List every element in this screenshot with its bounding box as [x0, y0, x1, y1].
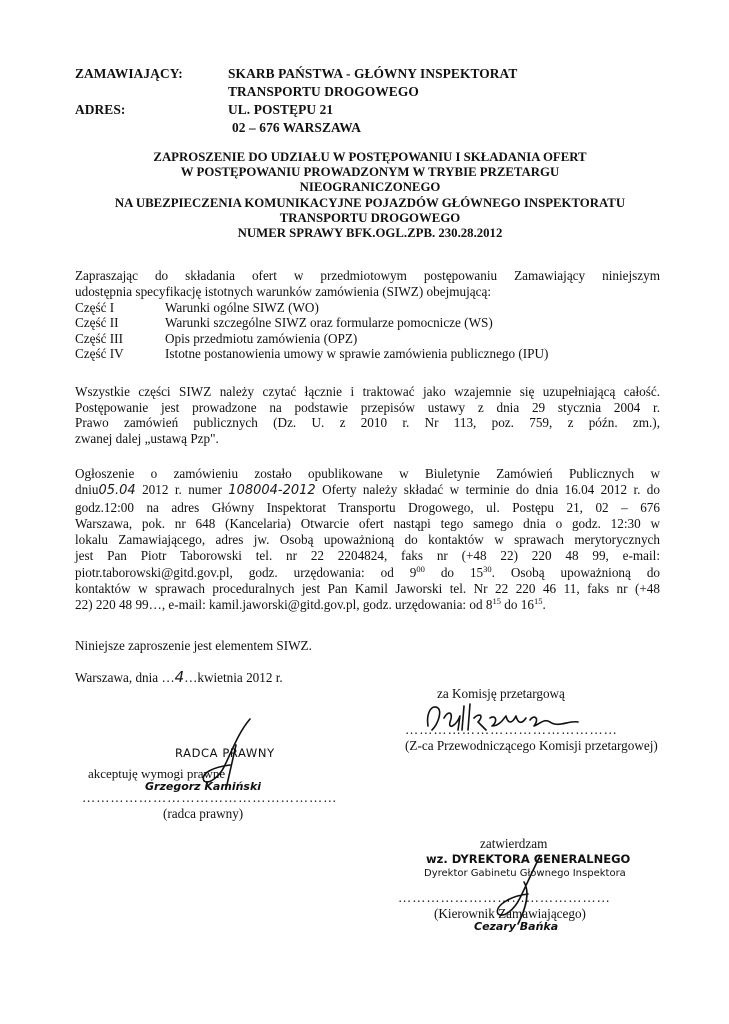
handwritten-date: 05.04 [98, 483, 136, 499]
para3-l2-a: dniu [75, 482, 99, 498]
legal-stamp-name: Grzegorz Kamiński [145, 780, 262, 793]
para2-line2: Postępowanie jest prowadzone na podstawie przepisów ustawy z dnia 29 stycznia 2004 r. [75, 399, 660, 415]
part-label: Część II [75, 315, 119, 331]
list-item [75, 346, 548, 361]
para3-line1: Ogłoszenie o zamówieniu zostało opublikowane w Biuletynie Zamówień Publicznych w [75, 466, 660, 481]
place-date [75, 668, 283, 686]
part-text: Istotne postanowienia umowy w sprawie zamówienia publicznego (IPU) [165, 346, 549, 362]
part-text: Opis przedmiotu zamówienia (OPZ) [165, 330, 358, 346]
client-name-line1: SKARB PAŃSTWA - GŁÓWNY INSPEKTORAT [228, 66, 518, 81]
intro-paragraph [75, 268, 660, 299]
siwz-note: Niniejsze zaproszenie jest elementem SIWZ. [75, 638, 312, 653]
siwz-paragraph [75, 384, 660, 446]
para3-l2-c: Oferty należy składać w terminie do dnia 16.04 2012 r. do [315, 482, 660, 498]
date-suffix: …kwietnia 2012 r. [184, 670, 283, 685]
client-label: ZAMAWIAJĄCY: [75, 66, 183, 81]
title-line1: ZAPROSZENIE DO UDZIAŁU W POSTĘPOWANIU I SKŁADANIA OFERT [153, 150, 587, 164]
para3-l9-sup2: 15 [533, 596, 543, 607]
committee-caption: (Z-ca Przewodniczącego Komisji przetargowej) [405, 738, 658, 753]
intro-line2: udostępnia specyfikację istotnych warunków zamówienia (SIWZ) obejmującą: [75, 283, 491, 299]
list-item [75, 331, 548, 346]
para3-l7-a: piotr.taborowski@gitd.gov.pl, godz. urzędowania: od 9 [75, 564, 417, 580]
para2-line1: Wszystkie części SIWZ należy czytać łącznie i traktować jako wzajemnie się uzupełniającą całość. [75, 384, 660, 399]
date-prefix: Warszawa, dnia … [75, 670, 175, 685]
address-line1: UL. POSTĘPU 21 [228, 102, 334, 117]
para3-l9-sup1: 15 [492, 596, 501, 607]
para3-line9 [75, 597, 660, 613]
address-label: ADRES: [75, 102, 126, 117]
para3-line3: godz.12:00 na adres Główny Inspektorat Transportu Drogowego, ul. Postępu 21, 02 – 676 [75, 499, 660, 515]
client-name-line2: TRANSPORTU DROGOWEGO [228, 84, 419, 99]
part-text: Warunki szczególne SIWZ oraz formularze pomocnicze (WS) [165, 315, 493, 331]
director-stamp-name: Cezary Bańka [474, 920, 559, 933]
para3-l9-c: . [542, 597, 546, 613]
document-title [60, 150, 680, 241]
legal-caption: (radca prawny) [163, 806, 244, 821]
case-number: NUMER SPRAWY BFK.OGL.ZPB. 230.28.2012 [237, 226, 503, 241]
para3-l9-b: do 16 [500, 597, 534, 613]
para3-line7 [75, 565, 660, 581]
para3-l7-sup1: 00 [416, 563, 425, 574]
para3-line8: kontaktów w sprawach proceduralnych jest Pan Kamil Jaworski tel. Nr 22 220 46 11, faks nr (+48 [75, 581, 660, 597]
part-label: Część IV [75, 346, 124, 362]
committee-heading: za Komisję przetargową [437, 686, 565, 701]
siwz-parts-list [75, 300, 548, 362]
director-stamp-line2: Dyrektor Gabinetu Głównego Inspektora [424, 868, 626, 879]
part-text: Warunki ogólne SIWZ (WO) [165, 300, 319, 315]
para2-line4: zwanej dalej „ustawą Pzp". [75, 430, 219, 446]
para3-line5: lokalu Zamawiającego, adres jw. Osobą upoważnioną do kontaktów w sprawach merytorycznych [75, 532, 660, 548]
para3-line4: Warszawa, pok. nr 648 (Kancelaria) Otwarcie ofert nastąpi tego samego dnia o godz. 12:30 w [75, 515, 660, 531]
part-label: Część III [75, 330, 123, 346]
para2-line3: Prawo zamówień publicznych (Dz. U. z 2010 r. Nr 113, poz. 759, z późn. zm.), [75, 415, 660, 430]
legal-acceptance: akceptuję wymogi prawne [88, 766, 226, 781]
announcement-paragraph [75, 466, 660, 614]
handwritten-day: 4 [174, 668, 185, 686]
para3-line2 [75, 482, 660, 499]
para3-l7-sup2: 30 [483, 563, 492, 574]
title-line4: NA UBEZPIECZENIA KOMUNIKACYJNE POJAZDÓW GŁÓWNEGO INSPEKTORATU [114, 195, 626, 210]
para3-line6: jest Pan Piotr Taborowski tel. nr 22 2204824, faks nr (+48 22) 220 48 99, e-mail: [75, 548, 660, 564]
title-line3: NIEOGRANICZONEGO [299, 180, 441, 195]
legal-dots: ……………………………………………… [82, 790, 338, 805]
para3-l2-b: 2012 r. numer [135, 482, 229, 498]
address-line2: 02 – 676 WARSZAWA [232, 120, 362, 135]
director-caption: (Kierownik Zamawiającego) [434, 906, 586, 921]
para3-l7-b: do 15 [424, 564, 484, 580]
title-line5: TRANSPORTU DROGOWEGO [279, 210, 461, 225]
committee-dots: ……………………………………… [405, 722, 618, 737]
handwritten-notice-number: 108004-2012 [228, 483, 316, 499]
list-item [75, 315, 548, 330]
director-stamp-line1: wz. DYREKTORA GENERALNEGO [426, 852, 631, 866]
para3-l7-c: . Osobą upoważnioną do [491, 564, 661, 580]
director-dots: ……………………………………… [398, 890, 611, 905]
intro-line1: Zapraszając do składania ofert w przedmiotowym postępowaniu Zamawiający niniejszym [75, 268, 660, 283]
title-line2: W POSTĘPOWANIU PROWADZONYM W TRYBIE PRZETARGU [180, 165, 560, 180]
part-label: Część I [75, 300, 115, 315]
list-item [75, 300, 548, 315]
para3-l9-a: 22) 220 48 99…, e-mail: kamil.jaworski@gitd.gov.pl, godz. urzędowania: od 8 [75, 597, 493, 613]
approve-label: zatwierdzam [480, 836, 548, 851]
legal-stamp-title: RADCA PRAWNY [175, 746, 275, 760]
